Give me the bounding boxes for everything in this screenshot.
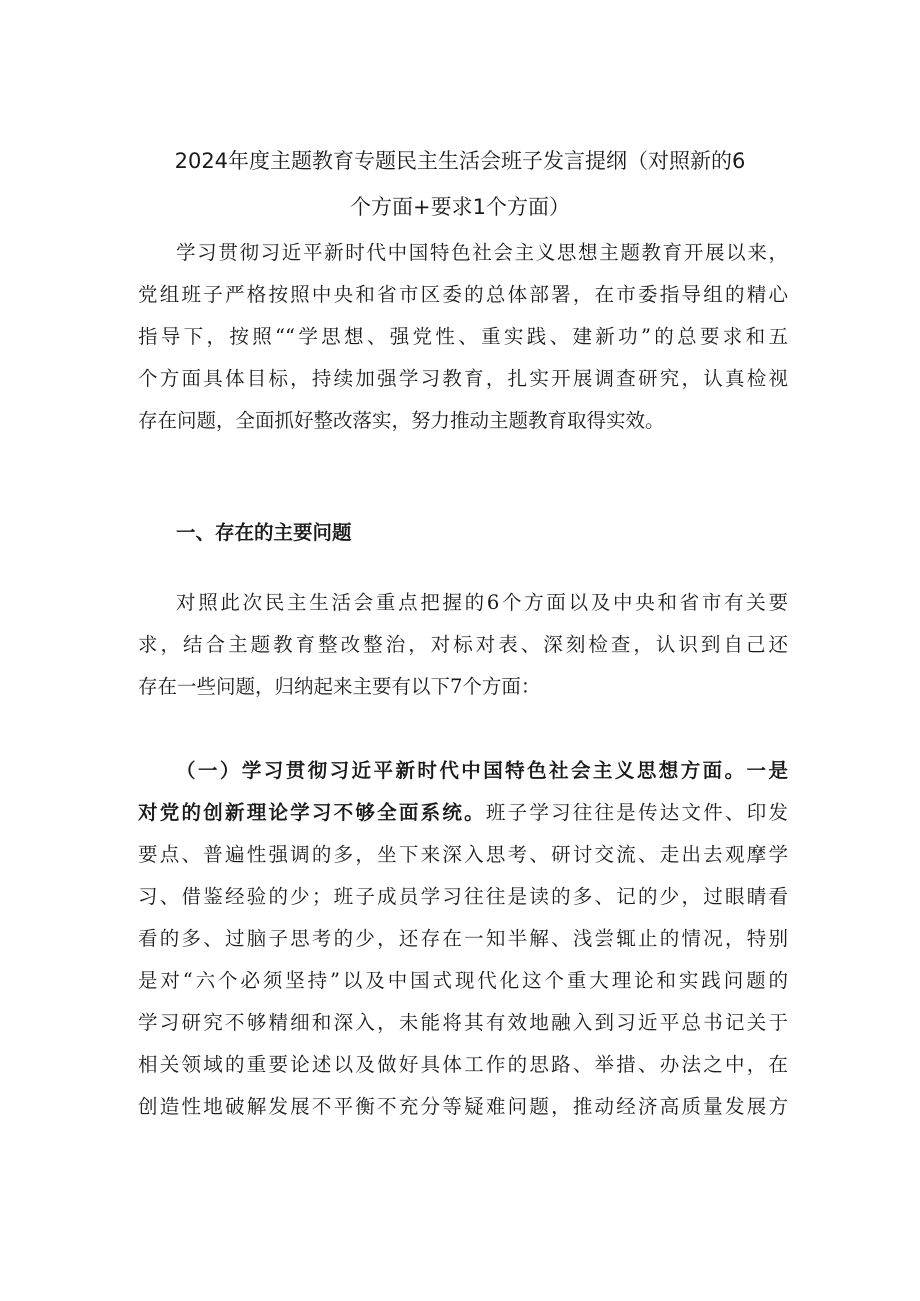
title-line-1: 2024年度主题教育专题民主生活会班子发言提纲（对照新的6	[174, 149, 746, 173]
item1-line: 是对“六个必须坚持”以及中国式现代化这个重大理论和实践问题的	[138, 969, 788, 992]
item1-line: 创造性地破解发展不平衡不充分等疑难问题，推动经济高质量发展方	[138, 1095, 788, 1118]
intro-line: 学习贯彻习近平新时代中国特色社会主义思想主题教育开展以来，	[176, 241, 788, 264]
item1-line: 习、借鉴经验的少；班子成员学习往往是读的多、记的少，过眼睛看	[138, 885, 788, 908]
item1-line	[138, 792, 788, 834]
section1-intro-line: 存在一些问题，归纳起来主要有以下7个方面：	[138, 675, 541, 698]
document-title	[120, 138, 800, 230]
item1-bold-phrase: 对党的创新理论学习不够全面系统。	[138, 801, 486, 824]
intro-line: 个方面具体目标，持续加强学习教育，扎实开展调查研究，认真检视	[138, 367, 788, 390]
section1-intro-paragraph	[138, 582, 788, 708]
section1-intro-line: 对照此次民主生活会重点把握的6个方面以及中央和省市有关要	[176, 591, 788, 614]
item1-bold-line: （一）学习贯彻习近平新时代中国特色社会主义思想方面。一是	[176, 759, 788, 782]
item1-line: 看的多、过脑子思考的少，还存在一知半解、浅尝辄止的情况，特别	[138, 927, 788, 950]
section1-intro-line: 求，结合主题教育整改整治，对标对表、深刻检查，认识到自己还	[138, 633, 788, 656]
intro-line: 存在问题，全面抓好整改落实，努力推动主题教育取得实效。	[138, 409, 665, 432]
item1-line: 学习研究不够精细和深入，未能将其有效地融入到习近平总书记关于	[138, 1011, 788, 1034]
item1-line: 相关领域的重要论述以及做好具体工作的思路、举措、办法之中，在	[138, 1053, 788, 1076]
item1-paragraph	[138, 750, 788, 1128]
item1-line-rest: 班子学习往往是传达文件、印发	[485, 801, 788, 824]
intro-line: 党组班子严格按照中央和省市区委的总体部署，在市委指导组的精心	[138, 283, 788, 306]
title-line-2: 个方面+要求1个方面）	[350, 195, 570, 219]
intro-paragraph	[138, 232, 788, 442]
section-heading: 一、存在的主要问题	[176, 521, 352, 544]
intro-line: 指导下，按照““学思想、强党性、重实践、建新功”的总要求和五	[138, 325, 788, 348]
item1-line: 要点、普遍性强调的多，坐下来深入思考、研讨交流、走出去观摩学	[138, 843, 788, 866]
